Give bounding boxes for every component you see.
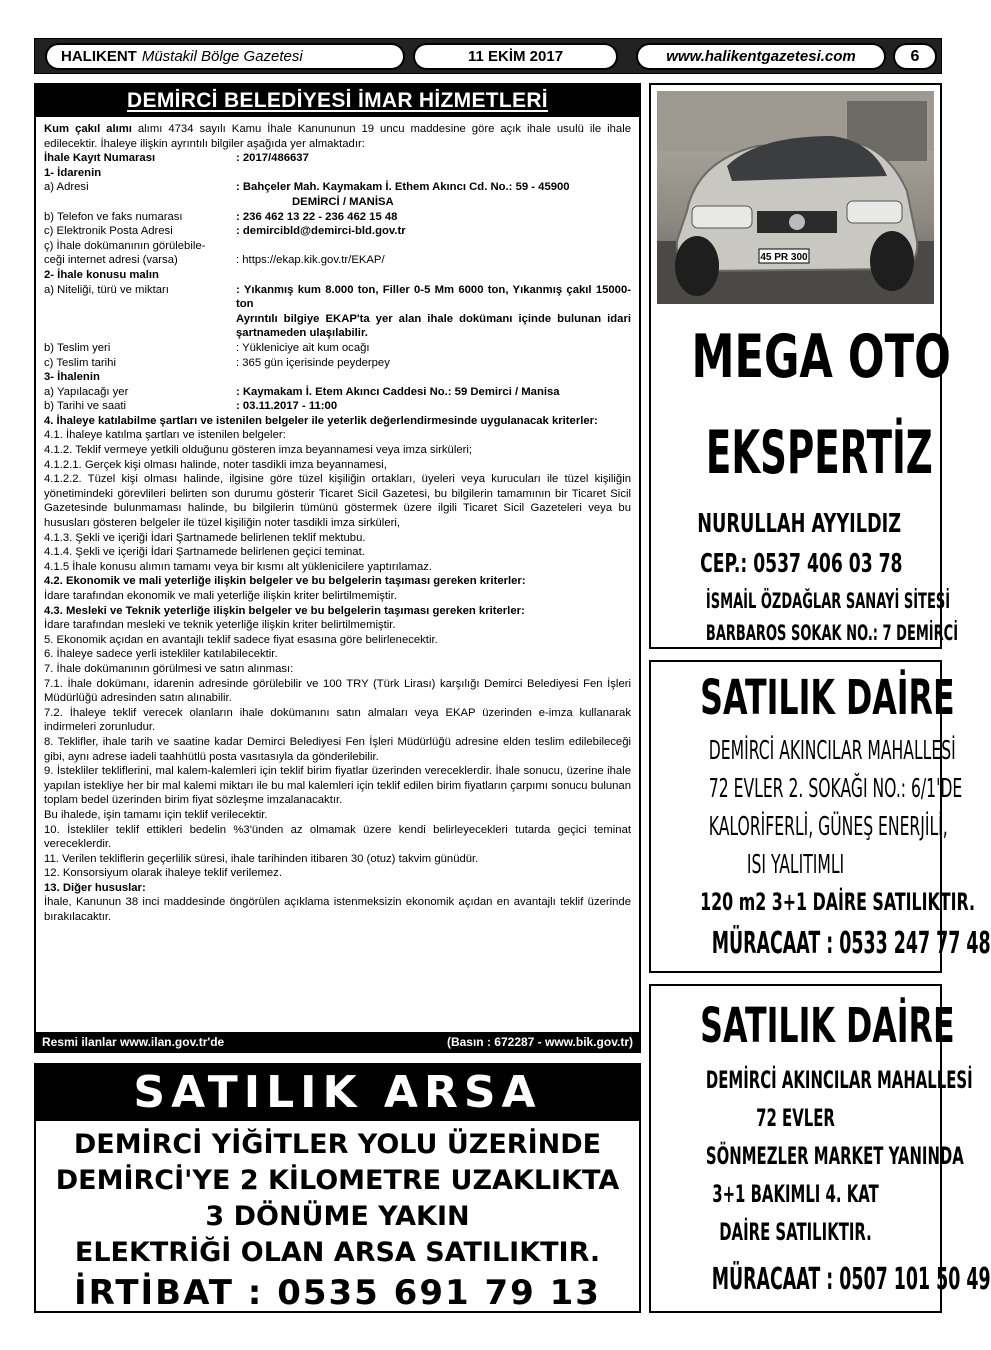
- para-4-3: 4.3. Mesleki ve Teknik yeterliğe ilişkin belgeler ve bu belgelerin taşıması gereken kriterler:: [44, 604, 525, 617]
- para-4-1-4: 4.1.4. Şekli ve içeriği İdari Şartnamede belirlenen geçici teminat.: [44, 546, 365, 559]
- website-link[interactable]: www.halikentgazetesi.com: [636, 43, 886, 70]
- tender-body: [36, 117, 639, 925]
- tender-notice: [34, 83, 641, 1053]
- apt1-line-2: 72 EVLER 2. SOKAĞI NO.: 6/1'DE: [708, 774, 963, 804]
- para-4-2-body: İdare tarafından ekonomik ve mali yeterliğe ilişkin kriter belirtilmemiştir.: [44, 590, 397, 602]
- oto-title-1: MEGA OTO: [691, 322, 951, 392]
- bik-link[interactable]: (Basın : 672287 - www.bik.gov.tr): [446, 1034, 633, 1049]
- apt1-line-5: 120 m2 3+1 DAİRE SATILIKTIR.: [700, 888, 976, 916]
- para-7: 7. İhale dokümanının görülmesi ve satın alınması:: [44, 662, 294, 675]
- quantity-note: Ayrıntılı bilgiye EKAP'ta yer alan ihale dokümanı içinde bulunan idari şartnameden ulaşılabilir.: [236, 312, 631, 340]
- apt2-line-1: DEMİRCİ AKINCILAR MAHALLESİ: [705, 1066, 973, 1094]
- apt2-title: SATILIK DAİRE: [700, 998, 955, 1054]
- para-7-1: 7.1. İhale dokümanı, idarenin adresinde görülebilir ve 100 TRY (Türk Lirası) karşılığı Demirci Belediyesi Fen İşleri Müdürlüğü adresinden satın alınabilir.: [44, 677, 631, 705]
- tender-title: DEMİRCİ BELEDİYESİ İMAR HİZMETLERİ: [36, 85, 639, 117]
- phone-row: b) Telefon ve faks numarası : 236 462 13 22 - 236 462 15 48: [44, 210, 398, 223]
- page-number: 6: [893, 43, 937, 70]
- land-ad-title: SATILIK ARSA: [36, 1065, 639, 1121]
- para-7-2: 7.2. İhaleye teklif verecek olanların ihale dokümanını satın almaları veya EKAP üzerinden e-imza kullanarak indirmeleri zorunludur.: [44, 706, 631, 734]
- para-13: 13. Diğer hususlar:: [44, 881, 146, 894]
- apt1-line-1: DEMİRCİ AKINCILAR MAHALLESİ: [708, 736, 956, 766]
- para-10: 10. İstekliler teklif ettikleri bedelin %3'ünden az olmamak üzere kendi belirleyecekleri tutarda geçici teminat vereceklerdir.: [44, 823, 631, 851]
- apt2-line-2: 72 EVLER: [756, 1104, 835, 1132]
- paper-subtitle: Müstakil Bölge Gazetesi: [141, 48, 303, 65]
- address-city: DEMİRCİ / MANİSA: [292, 195, 394, 208]
- car-image-icon: [657, 91, 934, 304]
- delivery-date-row: c) Teslim tarihi : 365 gün içerisinde peyderpey: [44, 356, 390, 369]
- oto-address-1: İSMAİL ÖZDAĞLAR SANAYİ SİTESİ: [705, 589, 951, 613]
- email-row: c) Elektronik Posta Adresi : demircibld@demirci-bld.gov.tr: [44, 225, 406, 238]
- para-4-1-3: 4.1.3. Şekli ve içeriği İdari Şartnamede belirlenen teklif mektubu.: [44, 531, 366, 544]
- land-ad-line-1: DEMİRCİ YİĞİTLER YOLU ÜZERİNDE: [73, 1129, 602, 1160]
- land-ad-line-3: 3 DÖNÜME YAKIN: [205, 1201, 470, 1232]
- apt1-line-4: ISI YALITIMLI: [746, 850, 845, 880]
- web-row: ceği internet adresi (varsa) : https://ekap.kik.gov.tr/EKAP/: [44, 253, 631, 268]
- paper-name: HALIKENT: [61, 48, 137, 65]
- apt1-line-3: KALORİFERLİ, GÜNEŞ ENERJİLİ,: [708, 812, 948, 842]
- para-6: 6. İhaleye sadece yerli istekliler katılabilecektir.: [44, 648, 278, 661]
- land-ad-contact: İRTİBAT : 0535 691 79 13: [74, 1273, 601, 1313]
- ilan-link[interactable]: Resmi ilanlar www.ilan.gov.tr'de: [42, 1034, 225, 1049]
- ekap-link[interactable]: : https://ekap.kik.gov.tr/EKAP/: [236, 254, 385, 267]
- issue-date: 11 EKİM 2017: [413, 43, 618, 70]
- para-4-3-body: İdare tarafından mesleki ve teknik yeterliğe ilişkin kriter belirtilmemiştir.: [44, 619, 396, 632]
- apt2-line-4: 3+1 BAKIMLI 4. KAT: [712, 1180, 879, 1208]
- registry-row: İhale Kayıt Numarası : 2017/486637: [44, 152, 309, 165]
- para-12: 12. Konsorsiyum olarak ihaleye teklif verilemez.: [44, 867, 282, 880]
- apt2-line-5: DAİRE SATILIKTIR.: [719, 1218, 872, 1246]
- section-1: 1- İdarenin: [44, 166, 102, 179]
- plate-text: 45 PR 300: [760, 252, 808, 263]
- para-4: 4. İhaleye katılabilme şartları ve istenilen belgeler ile yeterlik değerlendirmesinde uygulanacak kriterler:: [44, 414, 598, 427]
- web-label: ç) İhale dokümanının görülebile-: [44, 239, 206, 252]
- apt1-title: SATILIK DAİRE: [700, 670, 955, 726]
- para-13-body: İhale, Kanunun 38 inci maddesinde öngörülen açıklama istenmeksizin ekonomik açıdan en avantajlı teklif üzerinde bırakılacaktır.: [44, 896, 631, 924]
- para-4-1: 4.1. İhaleye katılma şartları ve istenilen belgeler:: [44, 429, 286, 442]
- delivery-place-row: b) Teslim yeri : Yükleniciye ait kum ocağı: [44, 341, 370, 354]
- oto-address-2: BARBAROS SOKAK NO.: 7 DEMİRCİ: [705, 621, 959, 645]
- apt1-contact: MÜRACAAT : 0533 247 77 48: [711, 926, 991, 961]
- car-photo: [657, 91, 934, 304]
- oto-title-2: EKSPERTİZ: [705, 418, 933, 488]
- para-4-1-2-2: 4.1.2.2. Tüzel kişi olması halinde, ilgisine göre tüzel kişiliğin ortakları, üyeleri veya kurucuları ile tüzel kişiliğin yönetimindeki görevlileri belirten son durumu gösterir Ticaret Sicil Gazetesi, bu bilgilerin tamamının bir Ticaret Sicil Gazetesinde bulunmaması halinde, bu bilgilerin tümünü göstermek üzere ilgili Ticaret Sicil Gazeteleri veya bu hususları gösteren belgeler ile tüzel kişiliğin noter tasdikli imza sirküleri,: [44, 473, 631, 530]
- oto-phone: CEP.: 0537 406 03 78: [700, 549, 903, 579]
- land-ad-line-2: DEMİRCİ'YE 2 KİLOMETRE UZAKLIKTA: [55, 1165, 620, 1196]
- para-4-1-2-1: 4.1.2.1. Gerçek kişi olması halinde, noter tasdikli imza beyannamesi,: [44, 458, 387, 471]
- address-row: a) Adresi : Bahçeler Mah. Kaymakam İ. Ethem Akıncı Cd. No.: 59 - 45900: [44, 181, 570, 194]
- apartment-ad-1: [649, 660, 991, 973]
- oto-owner: NURULLAH AYYILDIZ: [697, 509, 902, 539]
- para-4-2: 4.2. Ekonomik ve mali yeterliğe ilişkin belgeler ve bu belgelerin taşıması gereken kriterler:: [44, 575, 526, 588]
- para-5: 5. Ekonomik açıdan en avantajlı teklif sadece fiyat esasına göre belirlenecektir.: [44, 633, 438, 646]
- section-3: 3- İhalenin: [44, 371, 100, 384]
- land-ad-line-4: ELEKTRİĞİ OLAN ARSA SATILIKTIR.: [74, 1237, 601, 1268]
- para-9: 9. İstekliler tekliflerini, mal kalem-kalemleri için teklif birim fiyatlar üzerinden vereceklerdir. İhale sonucu, üzerine ihale yapılan istekliye her bir mal kalemi miktarı ile bu mal kalemleri için teklif edilen birim fiyatların çarpımı sonucu bulunan toplam bedel üzerinden birim fiyat sözleşme imzalanacaktır.: [44, 765, 631, 807]
- apt2-line-3: SÖNMEZLER MARKET YANINDA: [705, 1142, 964, 1170]
- para-8: 8. Teklifler, ihale tarih ve saatine kadar Demirci Belediyesi Fen İşleri Müdürlüğü adresine elden teslim edilebileceği gibi, aynı adrese iadeli taahhütlü posta vasıtasıyla da gönderilebilir.: [44, 735, 631, 763]
- tender-footer: [36, 1032, 639, 1051]
- apartment-ad-2: [649, 984, 991, 1313]
- para-9-b: Bu ihalede, işin tamamı için teklif verilecektir.: [44, 808, 268, 821]
- land-sale-ad: [34, 1063, 641, 1313]
- quantity-row: a) Niteliği, türü ve miktarı : Yıkanmış kum 8.000 ton, Filler 0-5 Mm 6000 ton, Yıkanmış çakıl 15000-ton: [44, 283, 631, 311]
- datetime-row: b) Tarihi ve saati : 03.11.2017 - 11:00: [44, 400, 338, 413]
- para-4-1-5: 4.1.5 İhale konusu alımın tamamı veya bir kısmı alt yüklenicilere yaptırılamaz.: [44, 560, 433, 573]
- tender-intro: Kum çakıl alımı alımı 4734 sayılı Kamu İhale Kanununun 19 uncu maddesine göre açık ihale usulü ile ihale edilecektir. İhaleye ilişkin ayrıntılı bilgiler aşağıda yer almaktadır:: [44, 123, 631, 150]
- page-header: [34, 38, 942, 74]
- para-4-1-2: 4.1.2. Teklif vermeye yetkili olduğunu gösteren imza beyannamesi veya imza sirküleri;: [44, 444, 473, 457]
- section-2: 2- İhale konusu malın: [44, 268, 159, 281]
- paper-name-pill: [45, 43, 405, 70]
- apt2-contact: MÜRACAAT : 0507 101 50 49: [711, 1262, 991, 1297]
- venue-row: a) Yapılacağı yer : Kaymakam İ. Etem Akıncı Caddesi No.: 59 Demirci / Manisa: [44, 385, 560, 398]
- mega-oto-ad: [649, 83, 959, 649]
- para-11: 11. Verilen tekliflerin geçerlilik süresi, ihale tarihinden itibaren 30 (otuz) takvim günüdür.: [44, 852, 479, 865]
